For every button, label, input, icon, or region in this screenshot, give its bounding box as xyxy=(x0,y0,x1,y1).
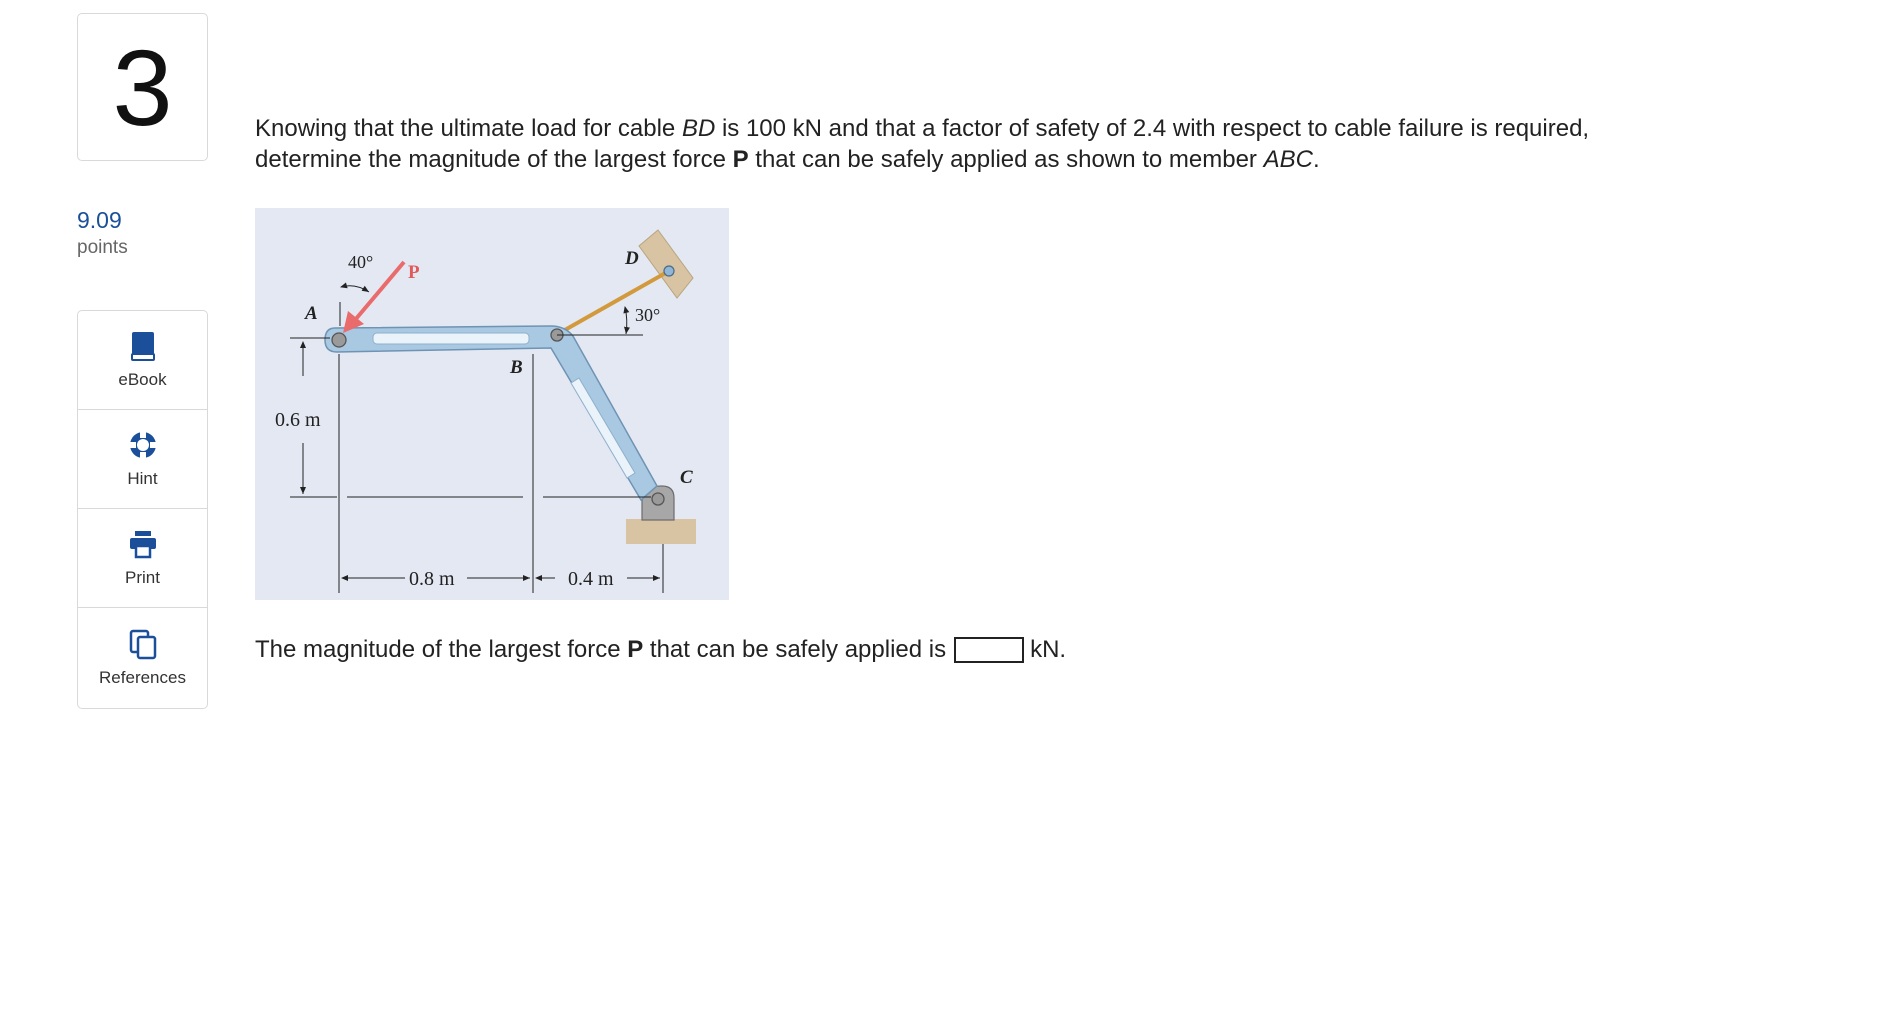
printer-icon xyxy=(127,528,159,560)
angle-arc-a xyxy=(341,286,369,292)
ebook-label: eBook xyxy=(118,370,167,389)
pin-d xyxy=(664,266,674,276)
label-dim-ab: 0.8 m xyxy=(409,568,455,590)
answer-input[interactable] xyxy=(954,637,1024,663)
question-number xyxy=(77,13,208,161)
member-name: ABC xyxy=(1263,146,1313,173)
answer-middle: that can be safely applied is xyxy=(643,636,947,663)
figure-diagram xyxy=(255,208,729,600)
ground-support-c xyxy=(626,519,696,544)
answer-force: P xyxy=(627,636,644,663)
pin-c xyxy=(652,493,664,505)
tools-panel xyxy=(77,310,208,709)
question-text: Knowing that the ultimate load for cable BD is 100 kN and that a factor of safety of 2.4 with respect to cable failure is required, determine the magnitude of the largest force P that can be safely applied as shown to member ABC. xyxy=(255,115,1590,173)
book-icon xyxy=(127,330,159,362)
label-d: D xyxy=(625,248,639,269)
label-a: A xyxy=(305,303,318,324)
hint-button[interactable] xyxy=(78,410,207,509)
cable-bd xyxy=(556,271,669,335)
label-b: B xyxy=(510,357,523,378)
force-name: P xyxy=(732,146,749,173)
label-p: P xyxy=(408,262,420,283)
label-c: C xyxy=(680,467,693,488)
copy-pages-icon xyxy=(127,628,159,660)
points-value: 9.09 xyxy=(77,207,122,233)
member-slot-ab xyxy=(373,333,529,344)
ebook-button[interactable] xyxy=(78,311,207,410)
label-angle-d: 30° xyxy=(635,305,661,325)
answer-prefix: The magnitude of the largest force xyxy=(255,636,628,663)
cable-name: BD xyxy=(681,115,716,142)
references-button[interactable] xyxy=(78,608,207,708)
dimension-lines xyxy=(290,338,663,593)
problem-figure xyxy=(255,208,729,600)
angle-arc-b xyxy=(625,307,627,334)
label-dim-height: 0.6 m xyxy=(275,409,321,431)
points-label: points xyxy=(77,237,128,258)
pin-a xyxy=(332,333,346,347)
wall-support-d xyxy=(639,230,693,298)
label-angle-p: 40° xyxy=(348,252,374,272)
hint-label: Hint xyxy=(127,469,158,488)
answer-unit: kN. xyxy=(1030,636,1067,663)
question-number-text: 3 xyxy=(112,26,173,148)
lifebuoy-icon xyxy=(127,429,159,461)
print-label: Print xyxy=(125,568,160,587)
label-dim-bc: 0.4 m xyxy=(568,568,614,590)
print-button[interactable] xyxy=(78,509,207,608)
member-abc xyxy=(325,326,657,500)
force-p-arrow xyxy=(343,262,404,333)
answer-line xyxy=(255,636,1066,664)
points-info xyxy=(77,206,128,262)
references-label: References xyxy=(99,668,186,687)
